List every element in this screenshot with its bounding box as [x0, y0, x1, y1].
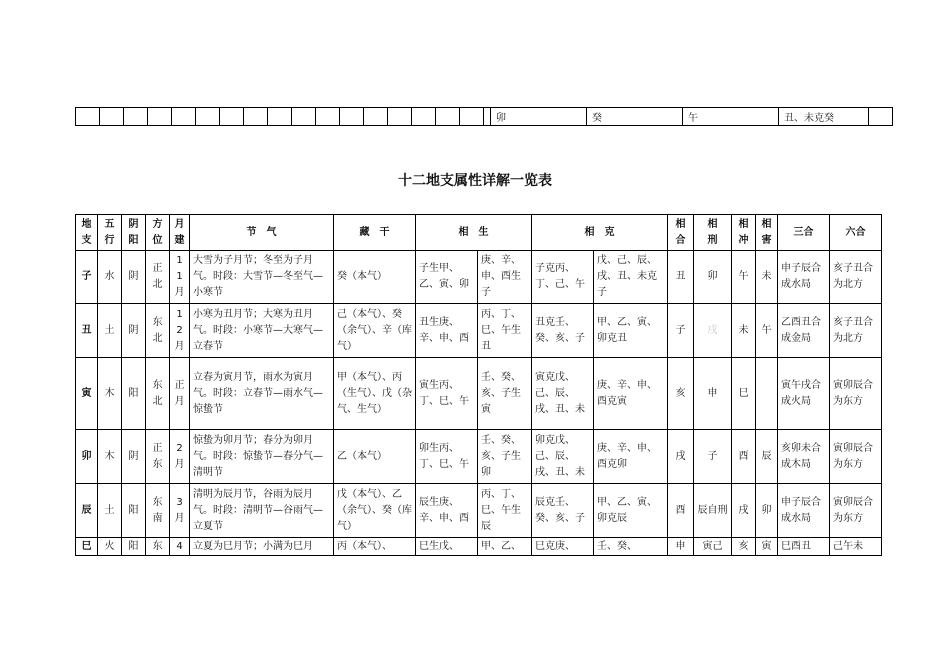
direction-cell: 正东 [146, 430, 170, 484]
top-table-row [76, 108, 893, 126]
harm-cell: 未 [756, 251, 778, 304]
top-table-cell [268, 108, 292, 126]
element-cell: 水 [98, 251, 122, 304]
hidden-stems-cell: 戊（本气）、乙（余气）、癸（库气） [334, 484, 416, 538]
top-table-cell [148, 108, 172, 126]
generates-cell: 丑生庚、辛、申、酉 [416, 304, 478, 358]
three-harmony-cell: 亥卯未合成木局 [778, 430, 830, 484]
overcome-by-cell: 甲、乙、寅、卯克丑 [594, 304, 668, 358]
month-cell: 12月 [170, 304, 190, 358]
top-table-cell: 癸 [587, 108, 683, 126]
three-harmony-cell: 申子辰合成水局 [778, 251, 830, 304]
overcomes-cell: 辰克壬、癸、亥、子 [532, 484, 594, 538]
top-table-cell [172, 108, 196, 126]
harm-cell: 卯 [756, 484, 778, 538]
generated-by-cell: 壬、癸、亥、子生寅 [478, 358, 532, 430]
harm-cell: 辰 [756, 430, 778, 484]
generated-by-cell: 丙、丁、巳、午生辰 [478, 484, 532, 538]
clash-cell: 亥 [732, 538, 756, 556]
punish-cell: 申 [694, 358, 732, 430]
table-row [76, 430, 882, 484]
direction-cell: 东北 [146, 304, 170, 358]
overcomes-cell: 子克丙、丁、己、午 [532, 251, 594, 304]
top-table-cell [220, 108, 244, 126]
three-harmony-cell: 巳酉丑 [778, 538, 830, 556]
header-three-harmony: 三合 [778, 215, 830, 251]
combine-cell: 酉 [668, 484, 694, 538]
top-table-cell [388, 108, 412, 126]
top-table-cell [76, 108, 100, 126]
yinyang-cell: 阳 [122, 538, 146, 556]
header-month: 月建 [170, 215, 190, 251]
overcome-by-cell: 戊、己、辰、戌、丑、未克子 [594, 251, 668, 304]
solar-term-cell: 小寒为丑月节；大寒为丑月气。时段：小寒节—大寒气—立春节 [190, 304, 334, 358]
direction-cell: 正北 [146, 251, 170, 304]
six-harmony-cell: 己午未 [830, 538, 882, 556]
header-generating: 相 生 [416, 215, 532, 251]
top-table-fragment [75, 107, 893, 126]
harm-cell: 寅 [756, 538, 778, 556]
punish-cell: 寅己 [694, 538, 732, 556]
table-row [76, 538, 882, 556]
punish-cell: 戌 [694, 304, 732, 358]
yinyang-cell: 阴 [122, 304, 146, 358]
six-harmony-cell: 亥子丑合为北方 [830, 251, 882, 304]
top-table-cell [196, 108, 220, 126]
table-row [76, 304, 882, 358]
month-cell: 3月 [170, 484, 190, 538]
header-yinyang: 阴阳 [122, 215, 146, 251]
yinyang-cell: 阴 [122, 430, 146, 484]
hidden-stems-cell: 甲（本气）、丙（生气）、戊（杂气、生气） [334, 358, 416, 430]
overcomes-cell: 巳克庚、 [532, 538, 594, 556]
top-table-cell [869, 108, 893, 126]
branch-cell: 卯 [76, 430, 98, 484]
harm-cell: 午 [756, 304, 778, 358]
top-table-cell [340, 108, 364, 126]
solar-term-cell: 立夏为巳月节；小满为巳月 [190, 538, 334, 556]
hidden-stems-cell: 丙（本气）、 [334, 538, 416, 556]
header-solar-term: 节 气 [190, 215, 334, 251]
element-cell: 土 [98, 304, 122, 358]
generated-by-cell: 壬、癸、亥、子生卯 [478, 430, 532, 484]
branch-cell: 辰 [76, 484, 98, 538]
clash-cell: 午 [732, 251, 756, 304]
six-harmony-cell: 寅卯辰合为东方 [830, 430, 882, 484]
six-harmony-cell: 寅卯辰合为东方 [830, 484, 882, 538]
yinyang-cell: 阴 [122, 251, 146, 304]
six-harmony-cell: 寅卯辰合为东方 [830, 358, 882, 430]
solar-term-cell: 惊蛰为卯月节；春分为卯月气。时段：惊蛰节—春分气—清明节 [190, 430, 334, 484]
table-row [76, 358, 882, 430]
harm-cell [756, 358, 778, 430]
top-table-cell: 午 [683, 108, 779, 126]
header-hidden-stems: 藏 干 [334, 215, 416, 251]
top-table-cell [460, 108, 484, 126]
generated-by-cell: 甲、乙、 [478, 538, 532, 556]
clash-cell: 未 [732, 304, 756, 358]
hidden-stems-cell: 癸（本气） [334, 251, 416, 304]
overcomes-cell: 卯克戊、己、辰、戌、丑、未 [532, 430, 594, 484]
overcome-by-cell: 庚、辛、申、酉克寅 [594, 358, 668, 430]
three-harmony-cell: 申子辰合成水局 [778, 484, 830, 538]
overcome-by-cell: 庚、辛、申、酉克卯 [594, 430, 668, 484]
top-table-cell: 卯 [491, 108, 587, 126]
branch-cell: 巳 [76, 538, 98, 556]
direction-cell: 东南 [146, 484, 170, 538]
page-title: 十二地支属性详解一览表 [398, 173, 552, 189]
solar-term-cell: 大雪为子月节；冬至为子月气。时段：大雪节—冬至气—小寒节 [190, 251, 334, 304]
header-branch: 地支 [76, 215, 98, 251]
hidden-stems-cell: 己（本气）、癸（余气）、辛（库气） [334, 304, 416, 358]
three-harmony-cell: 寅午戌合成火局 [778, 358, 830, 430]
combine-cell: 申 [668, 538, 694, 556]
clash-cell: 酉 [732, 430, 756, 484]
generates-cell: 寅生丙、丁、巳、午 [416, 358, 478, 430]
element-cell: 火 [98, 538, 122, 556]
top-table-cell [316, 108, 340, 126]
combine-cell: 亥 [668, 358, 694, 430]
yinyang-cell: 阳 [122, 484, 146, 538]
overcome-by-cell: 壬、癸、 [594, 538, 668, 556]
six-harmony-cell: 亥子丑合为北方 [830, 304, 882, 358]
table-body [76, 251, 882, 556]
combine-cell: 戌 [668, 430, 694, 484]
solar-term-cell: 立春为寅月节，雨水为寅月气。时段：立春节—雨水气—惊蛰节 [190, 358, 334, 430]
branch-cell: 子 [76, 251, 98, 304]
table-header-row [76, 215, 882, 251]
direction-cell: 东 [146, 538, 170, 556]
yinyang-cell: 阳 [122, 358, 146, 430]
clash-cell: 戌 [732, 484, 756, 538]
branch-cell: 丑 [76, 304, 98, 358]
table-row [76, 484, 882, 538]
top-table-cell [124, 108, 148, 126]
punish-cell: 子 [694, 430, 732, 484]
header-six-harmony: 六合 [830, 215, 882, 251]
top-table-cell [412, 108, 436, 126]
header-harm: 相害 [756, 215, 778, 251]
top-table-cell [436, 108, 460, 126]
solar-term-cell: 清明为辰月节，谷雨为辰月气。时段：清明节—谷雨气—立夏节 [190, 484, 334, 538]
clash-cell: 巳 [732, 358, 756, 430]
top-table-cell [484, 108, 491, 126]
generates-cell: 卯生丙、丁、巳、午 [416, 430, 478, 484]
generated-by-cell: 庚、辛、申、酉生子 [478, 251, 532, 304]
branch-attribute-table [75, 214, 882, 556]
overcome-by-cell: 甲、乙、寅、卯克辰 [594, 484, 668, 538]
header-combine: 相合 [668, 215, 694, 251]
punish-cell: 卯 [694, 251, 732, 304]
top-table-cell [364, 108, 388, 126]
branch-cell: 寅 [76, 358, 98, 430]
overcomes-cell: 丑克壬、癸、亥、子 [532, 304, 594, 358]
overcomes-cell: 寅克戊、己、辰、戌、丑、未 [532, 358, 594, 430]
month-cell: 2月 [170, 430, 190, 484]
header-direction: 方位 [146, 215, 170, 251]
hidden-stems-cell: 乙（本气） [334, 430, 416, 484]
element-cell: 木 [98, 430, 122, 484]
element-cell: 木 [98, 358, 122, 430]
table-row [76, 251, 882, 304]
generates-cell: 巳生戊、 [416, 538, 478, 556]
top-table-cell [100, 108, 124, 126]
header-element: 五行 [98, 215, 122, 251]
month-cell: 4 [170, 538, 190, 556]
top-table-cell [292, 108, 316, 126]
top-table-cell [244, 108, 268, 126]
punish-cell: 辰自刑 [694, 484, 732, 538]
combine-cell: 子 [668, 304, 694, 358]
combine-cell: 丑 [668, 251, 694, 304]
generated-by-cell: 丙、丁、巳、午生丑 [478, 304, 532, 358]
element-cell: 土 [98, 484, 122, 538]
header-overcoming: 相 克 [532, 215, 668, 251]
direction-cell: 东北 [146, 358, 170, 430]
generates-cell: 辰生庚、辛、申、酉 [416, 484, 478, 538]
header-clash: 相冲 [732, 215, 756, 251]
header-punish: 相刑 [694, 215, 732, 251]
month-cell: 正月 [170, 358, 190, 430]
three-harmony-cell: 乙酉丑合成金局 [778, 304, 830, 358]
generates-cell: 子生甲、乙、寅、卯 [416, 251, 478, 304]
top-table-cell: 丑、未克癸 [779, 108, 869, 126]
month-cell: 11月 [170, 251, 190, 304]
